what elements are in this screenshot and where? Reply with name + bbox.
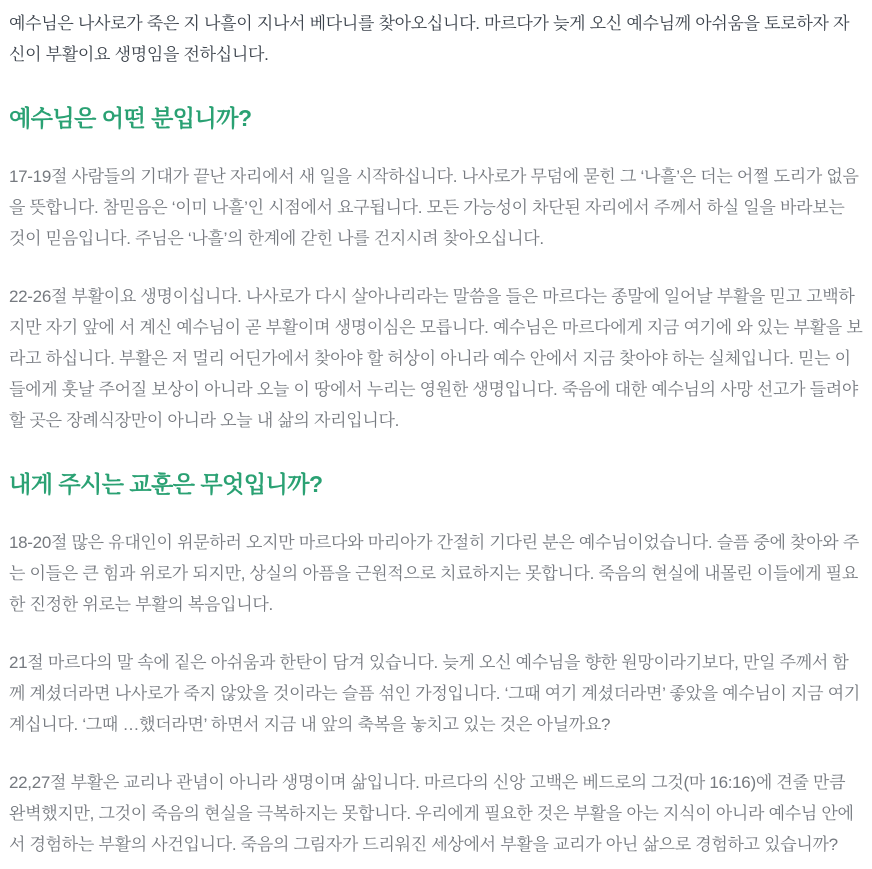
section-who-is-jesus [9,103,863,436]
paragraph-verses-22-27: 22,27절 부활은 교리나 관념이 아니라 생명이며 삶입니다. 마르다의 신앙 고백은 베드로의 그것(마 16:16)에 견줄 만큼 완벽했지만, 그것이 죽음의 현실을 극복하지는 못합니다. 우리에게 필요한 것은 부활을 아는 지식이 아니라 예수님 안에서 경험하는 부활의 사건입니다. 죽음의 그림자가 드리워진 세상에서 부활을 교리가 아닌 삶으로 경험하고 있습니까? [9,773,854,854]
section-lesson-for-me [9,469,863,860]
paragraph-verse-21: 21절 마르다의 말 속에 짙은 아쉬움과 한탄이 담겨 있습니다. 늦게 오신 예수님을 향한 원망이라기보다, 만일 주께서 함께 계셨더라면 나사로가 죽지 않았을 것이라는 슬픔 섞인 가정입니다. ‘그때 여기 계셨더라면’ 좋았을 예수님이 지금 여기 계십니다. ‘그때 …했더라면’ 하면서 지금 내 앞의 축복을 놓치고 있는 것은 아닐까요? [9,653,860,734]
intro-paragraph: 예수님은 나사로가 죽은 지 나흘이 지나서 베다니를 찾아오십니다. 마르다가 늦게 오신 예수님께 아쉬움을 토로하자 자신이 부활이요 생명임을 전하십니다. [9,14,850,64]
paragraph-verses-17-19: 17-19절 사람들의 기대가 끝난 자리에서 새 일을 시작하십니다. 나사로가 무덤에 묻힌 그 ‘나흘’은 더는 어쩔 도리가 없음을 뜻합니다. 참믿음은 ‘이미 나흘’인 시점에서 요구됩니다. 모든 가능성이 차단된 자리에서 주께서 하실 일을 바라보는 것이 믿음입니다. 주님은 ‘나흘’의 한계에 갇힌 나를 건지시려 찾아오십니다. [9,167,859,248]
section-heading-lesson-for-me: 내게 주시는 교훈은 무엇입니까? [9,471,323,497]
paragraph-verses-18-20: 18-20절 많은 유대인이 위문하러 오지만 마르다와 마리아가 간절히 기다린 분은 예수님이었습니다. 슬픔 중에 찾아와 주는 이들은 큰 힘과 위로가 되지만, 상실의 아픔을 근원적으로 치료하지는 못합니다. 죽음의 현실에 내몰린 이들에게 필요한 진정한 위로는 부활의 복음입니다. [9,533,859,614]
section-heading-who-is-jesus: 예수님은 어떤 분입니까? [9,105,252,131]
paragraph-verses-22-26: 22-26절 부활이요 생명이십니다. 나사로가 다시 살아나리라는 말씀을 들은 마르다는 종말에 일어날 부활을 믿고 고백하지만 자기 앞에 서 계신 예수님이 곧 부활이며 생명이심은 모릅니다. 예수님은 마르다에게 지금 여기에 와 있는 부활을 보라고 하십니다. 부활은 저 멀리 어딘가에서 찾아야 할 허상이 아니라 예수 안에서 지금 찾아야 하는 실체입니다. 믿는 이들에게 훗날 주어질 보상이 아니라 오늘 이 땅에서 누리는 영원한 생명입니다. 죽음에 대한 예수님의 사망 선고가 들려야 할 곳은 장례식장만이 아니라 오늘 내 삶의 자리입니다. [9,287,863,430]
